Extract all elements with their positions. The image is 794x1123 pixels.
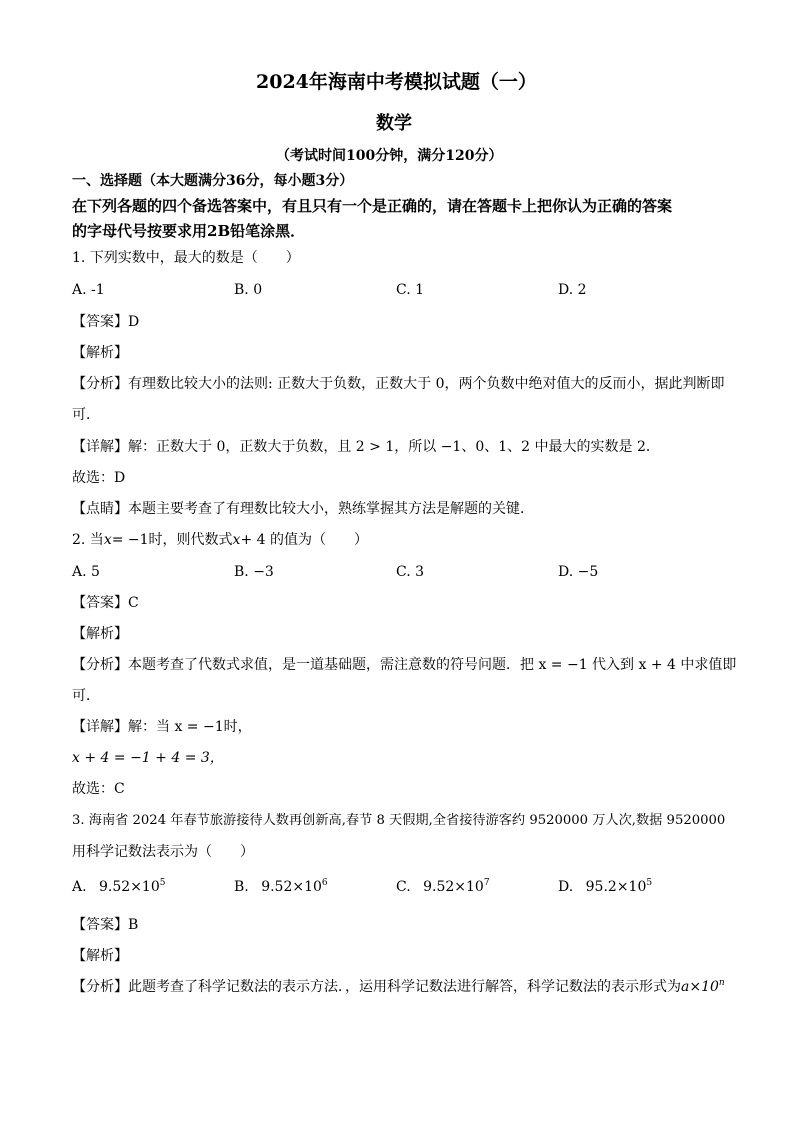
page-title: 2024年海南中考模拟试题（一） — [256, 71, 537, 93]
q3-option-a — [72, 878, 165, 896]
q3-fenxi-text: 【分析】此题考查了科学记数法的表示方法．，运用科学记数法进行解答，科学记数法的表示形式为 — [72, 979, 681, 995]
q3-option-b — [234, 878, 328, 896]
exam-info: （考试时间100分钟，满分120分） — [276, 148, 503, 164]
q3-fenxi-expr: $a\times 10^n$ — [681, 978, 725, 995]
q1-guxuan: 故选：D — [72, 470, 126, 486]
q3-answer: 【答案】B — [72, 917, 139, 933]
q3-fenxi-line1 — [72, 978, 725, 996]
q1-fenxi-line1: 【分析】有理数比较大小的法则: 正数大于负数，正数大于 0，两个负数中绝对值大的反而小，据此判断即 — [72, 376, 725, 392]
q2-stem-suffix: + 4 的值为（ ） — [240, 532, 368, 548]
q3-option-c — [396, 878, 490, 896]
q2-option-a: A. 5 — [72, 564, 100, 580]
q2-xiangjie: 【详解】解：当 x = −1时， — [72, 719, 252, 735]
q1-xiangjie: 【详解】解：正数大于 0，正数大于负数，且 2 > 1，所以 −1、0、1、2 中最大的实数是 2． — [72, 439, 660, 455]
q2-analysis-label: 【解析】 — [72, 626, 128, 642]
q2-option-d: D. −5 — [558, 564, 599, 580]
q2-option-b: B. −3 — [234, 564, 274, 580]
q2-fenxi-line2: 可． — [72, 688, 100, 704]
q3-option-b-value: $9.52\times 10^6$ — [261, 878, 328, 895]
q2-fenxi-line1: 【分析】本题考查了代数式求值，是一道基础题，需注意数的符号问题．把 x = −1 代入到 x + 4 中求值即 — [72, 657, 737, 673]
q2-stem-prefix: 2. 当 — [72, 532, 104, 548]
section-instruction-line1: 在下列各题的四个备选答案中，有且只有一个是正确的，请在答题卡上把你认为正确的答案 — [72, 197, 673, 215]
q1-dianjing: 【点睛】本题主要考查了有理数比较大小，熟练掌握其方法是解题的关键． — [72, 501, 534, 517]
q3-stem-line2: 用科学记数法表示为（ ） — [72, 844, 254, 860]
q2-option-c: C. 3 — [396, 564, 425, 580]
q1-option-d: D. 2 — [558, 282, 587, 298]
q1-stem: 1. 下列实数中，最大的数是（ ） — [72, 250, 300, 266]
q3-stem-line1: 3. 海南省 2024 年春节旅游接待人数再创新高,春节 8 天假期,全省接待游客约 9520000 万人次,数据 9520000 — [72, 813, 726, 828]
q3-option-d-value: $95.2\times 10^5$ — [585, 878, 653, 895]
q2-stem-mid: = −1时，则代数式 — [111, 532, 233, 548]
q1-fenxi-line2: 可． — [72, 407, 100, 423]
q2-stem-expr-var: x — [232, 532, 241, 548]
q3-option-d — [558, 878, 652, 896]
q2-answer: 【答案】C — [72, 595, 139, 611]
q3-option-c-letter: C. — [396, 879, 411, 895]
q1-answer: 【答案】D — [72, 314, 140, 330]
q2-stem — [72, 531, 368, 549]
q1-option-a: A. -1 — [72, 282, 105, 298]
section-heading: 一、选择题（本大题满分36分，每小题3分） — [72, 173, 354, 189]
q1-analysis-label: 【解析】 — [72, 345, 128, 361]
q3-option-b-letter: B. — [234, 879, 249, 895]
q3-option-c-value: $9.52\times 10^7$ — [423, 878, 490, 895]
q1-option-c: C. 1 — [396, 282, 425, 298]
subject-title: 数学 — [376, 113, 412, 134]
q3-option-a-value: $9.52\times 10^5$ — [99, 878, 166, 895]
q2-guxuan: 故选：C — [72, 781, 125, 797]
q1-option-b: B. 0 — [234, 282, 263, 298]
section-instruction-line2: 的字母代号按要求用2B铅笔涂黑． — [72, 222, 306, 240]
q3-analysis-label: 【解析】 — [72, 948, 128, 964]
q2-stem-var-x: x — [103, 532, 112, 548]
q3-option-d-letter: D. — [558, 879, 574, 895]
q3-option-a-letter: A. — [72, 879, 87, 895]
q2-calc: x + 4 = −1 + 4 = 3， — [72, 750, 224, 766]
